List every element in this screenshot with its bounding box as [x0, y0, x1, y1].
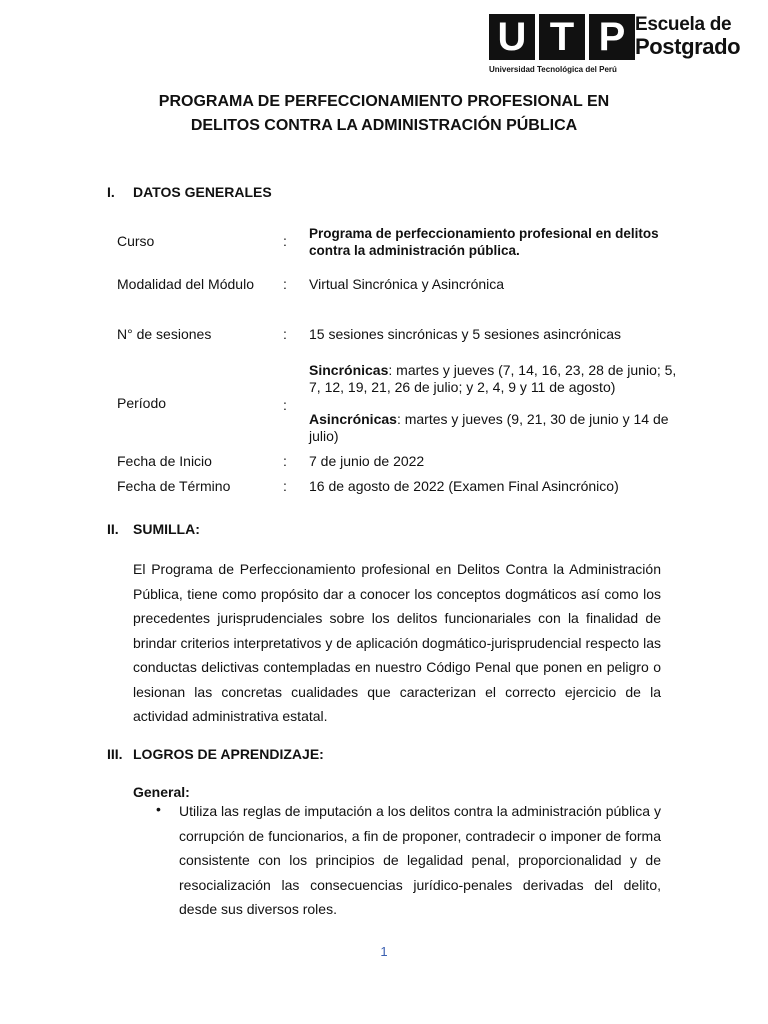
inicio-value: 7 de junio de 2022: [309, 453, 425, 469]
logo-letter-u: U: [489, 14, 535, 60]
section2-heading: SUMILLA:: [133, 521, 200, 537]
curso-label: Curso: [117, 233, 155, 249]
document-title-line2: DELITOS CONTRA LA ADMINISTRACIÓN PÚBLICA: [190, 117, 578, 134]
termino-value: 16 de agosto de 2022 (Examen Final Asincrónico): [309, 478, 619, 494]
asincronicas-text: : martes y jueves (9, 21, 30 de junio y 14 de julio): [309, 411, 669, 444]
periodo-label: Período: [117, 395, 167, 411]
logo-letter-t: T: [539, 14, 585, 60]
sincronicas-label: Sincrónicas: [309, 362, 389, 378]
asincronicas-label: Asincrónicas: [309, 411, 397, 427]
section2-number: II.: [107, 521, 119, 537]
sesiones-label: N° de sesiones: [117, 326, 212, 342]
section1-heading: DATOS GENERALES: [133, 184, 272, 200]
sesiones-colon: :: [283, 326, 287, 342]
sumilla-paragraph: El Programa de Perfeccionamiento profesional en Delitos Contra la Administración Pública, tiene como propósito dar a conocer los conceptos dogmáticos así como los precedentes jurisprudenciales sobre los delitos funcionariales con la finalidad de brindar criterios interpretativos y de aplicación dogmático-jurisprudencial respecto las conductas delictivas contempladas en nuestro Código Penal que ponen en peligro o lesionan las concretas cualidades que caracterizan el correcto ejercicio de la actividad administrativa estatal.: [133, 561, 661, 724]
logo-letters: [489, 14, 635, 60]
general-bullet-text: Utiliza las reglas de imputación a los delitos contra la administración pública y corrupción de funcionarios, a fin de proponer, contradecir o imponer de forma consistente con los principios de legalidad penal, proporcionalidad y de resocialización las consecuencias jurídico-penales derivadas del delito, desde sus diversos roles.: [179, 803, 661, 917]
section1-number: I.: [107, 184, 115, 200]
periodo-sincronicas: [309, 362, 679, 396]
periodo-colon: :: [283, 397, 287, 413]
modalidad-label: Modalidad del Módulo: [117, 276, 254, 292]
section3-number: III.: [107, 746, 123, 762]
logo-letter-p: P: [589, 14, 635, 60]
periodo-asincronicas: [309, 411, 679, 445]
document-title-line1: PROGRAMA DE PERFECCIONAMIENTO PROFESIONAL EN: [158, 93, 610, 110]
termino-colon: :: [283, 478, 287, 494]
sincronicas-text: : martes y jueves (7, 14, 16, 23, 28 de junio; 5, 7, 12, 19, 21, 26 de julio; y 2, 4, 9 y 11 de agosto): [309, 362, 677, 395]
inicio-label: Fecha de Inicio: [117, 453, 212, 469]
curso-colon: :: [283, 233, 287, 249]
inicio-colon: :: [283, 453, 287, 469]
curso-value: Programa de perfeccionamiento profesional en delitos contra la administración pública.: [309, 226, 659, 258]
general-subheading: General:: [133, 784, 190, 800]
modalidad-colon: :: [283, 276, 287, 292]
section3-heading: LOGROS DE APRENDIZAJE:: [133, 746, 324, 762]
modalidad-value: Virtual Sincrónica y Asincrónica: [309, 276, 505, 292]
utp-logo: [489, 12, 754, 78]
bullet-marker: •: [156, 801, 161, 817]
sesiones-value: 15 sesiones sincrónicas y 5 sesiones asincrónicas: [309, 326, 622, 342]
logo-school-name: Escuela de Postgrado: [635, 14, 741, 59]
page-number: 1: [380, 944, 388, 959]
logo-university: Universidad Tecnológica del Perú: [489, 65, 617, 74]
termino-label: Fecha de Término: [117, 478, 231, 494]
